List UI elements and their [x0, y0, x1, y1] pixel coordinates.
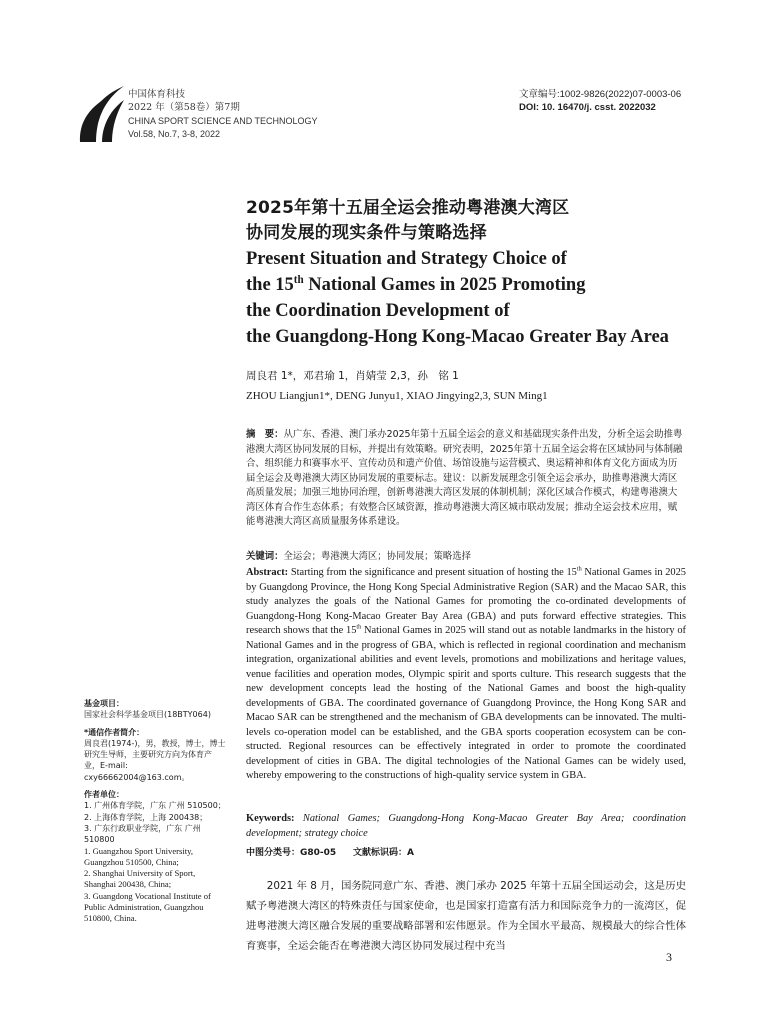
volume-en: Vol.58, No.7, 3-8, 2022	[128, 129, 221, 139]
abstract-cn-label: 摘 要：	[246, 429, 284, 440]
issue-cn: 2022 年（第58卷）第7期	[128, 102, 240, 113]
page-number: 3	[666, 950, 672, 964]
abstract-en: Abstract: Starting from the significance and present situation of hosting the 15th National Games in 2025 by Guangdong Province, the Hong Kong Special Administrative Region (SAR) and the Macao SAR, this study analyzes the goals of the National Games for promoting the co-ordinated developments of Guangdong-Hong Kong-Macao Greater Bay Area (GBA) and puts forward effective strategies. This research shows that the 15th National Games in 2025 will stand out as notable landmarks in the history of National Games and in the progress of GBA, which is reflected in regional coordination and mechanism integration, organizational abilities and event levels, promotions and mobilizations and heritage values, venue facilities and operation modes, Olympic spirit and sports culture. This research suggests that the new development concepts lead the hosting of the National Games and boost the high-quality developments of GBA. The coordinated governance of Guangdong Province, the Hong Kong SAR and Macao SAR can be strengthened and the mechanism of GBA developments can be innovated. The multi-levels co-operation model can be established, and the GBA sports cooperation ecosystem can be con-structed. Regional resources can be effectively integrated in order to promote the coordinated development of cities in GBA. The digital technologies of the National Games can be widely used, whereby empowering to the constructions of high-quality service system in GBA.	[246, 565, 686, 781]
unit-en-2: 2. Shanghai University of Sport, Shanghai 200438, China;	[84, 868, 196, 890]
keywords-cn: 关键词：全运会；粤港澳大湾区；协同发展；策略选择	[246, 551, 472, 562]
sidebar	[84, 698, 226, 925]
title-en-line3: the Coordination Development of	[246, 301, 510, 321]
unit-cn-1: 1. 广州体育学院，广东 广州 510500；	[84, 801, 226, 811]
authors-cn: 周良君 1*，邓君瑜 1，肖婧莹 2,3，孙 铭 1	[246, 370, 459, 382]
corr-label: *通信作者简介：	[84, 727, 145, 737]
unit-cn-2: 2. 上海体育学院，上海 200438；	[84, 812, 208, 822]
document-code: 文献标识码：A	[353, 848, 414, 858]
intro-paragraph: 2021 年 8 月，国务院同意广东、香港、澳门承办 2025 年第十五届全国运动会，这是历史赋予粤港澳大湾区的特殊责任与国家使命，也是国家打造富有活力和国际竞争力的一流湾区，促进粤港澳大湾区融合发展的重要战略部署和宏伟愿景。作为全国水平最高、规模最大的综合性体育赛事，全运会能否在粤港澳大湾区协同发展过程中充当	[246, 880, 686, 952]
unit-en-3: 3. Guangdong Vocational Institute of Public Administration, Guangzhou 510800, China.	[84, 890, 211, 924]
journal-name-en: CHINA SPORT SCIENCE AND TECHNOLOGY	[128, 116, 318, 126]
abstract-en-label: Abstract:	[246, 567, 291, 578]
abstract-cn: 摘 要：从广东、香港、澳门承办2025年第十五届全运会的意义和基础现实条件出发，分析全运会助推粤港澳大湾区协同发展的目标，并提出有效策略。研究表明，2025年第十五届全运会将在区域协同与体制融合、组织能力和赛事水平、宣传动员和遗产价值、场馆设施与运营模式、奥运精神和体育文化方面成为历届全运会及粤港澳大湾区协同发展的重要标志。建议：以新发展理念引领全运会承办，助推粤港澳大湾区高质量发展；加强三地协同治理，创新粤港澳大湾区发展的体制机制；深化区域合作模式，构建粤港澳大湾区体育合作生态体系；有效整合区域资源，推动粤港澳大湾区城市联动发展；推动全运会技术应用，赋能粤港澳大湾区高质量服务体系建设。	[246, 429, 683, 527]
title-cn-line1: 2025年第十五届全运会推动粤港澳大湾区	[246, 198, 570, 218]
title-en-line2: the 15th National Games in 2025 Promoting	[246, 273, 586, 295]
corr-text: 周良君(1974-)，男，教授，博士，博士研究生导师，主要研究方向为体育产业，E-mail: cxy66662004@163.com。	[84, 738, 226, 782]
fund-label: 基金项目：	[84, 699, 124, 708]
doi: DOI: 10. 16470/j. csst. 2022032	[519, 102, 656, 113]
keywords-en: Keywords: National Games; Guangdong-Hong Kong-Macao Greater Bay Area; coordination development; strategy choice	[246, 813, 686, 839]
title-cn-line2: 协同发展的现实条件与策略选择	[246, 223, 487, 243]
article-number: 文章编号:1002-9826(2022)07-0003-06	[519, 89, 682, 100]
authors-en: ZHOU Liangjun1*, DENG Junyu1, XIAO Jingying2,3, SUN Ming1	[246, 390, 548, 402]
title-en-line4: the Guangdong-Hong Kong-Macao Greater Bay Area	[246, 327, 669, 347]
unit-label: 作者单位：	[84, 790, 124, 800]
journal-name-cn: 中国体育科技	[128, 89, 186, 100]
title-en-line1: Present Situation and Strategy Choice of	[246, 249, 567, 269]
clc-number: 中图分类号：G80-05	[246, 848, 337, 858]
unit-en-1: 1. Guangzhou Sport University, Guangzhou 510500, China;	[84, 845, 193, 867]
fund-text: 国家社会科学基金项目(18BTY064)	[84, 710, 211, 720]
unit-cn-3: 3. 广东行政职业学院，广东 广州 510800	[84, 823, 201, 845]
journal-logo	[78, 84, 126, 142]
